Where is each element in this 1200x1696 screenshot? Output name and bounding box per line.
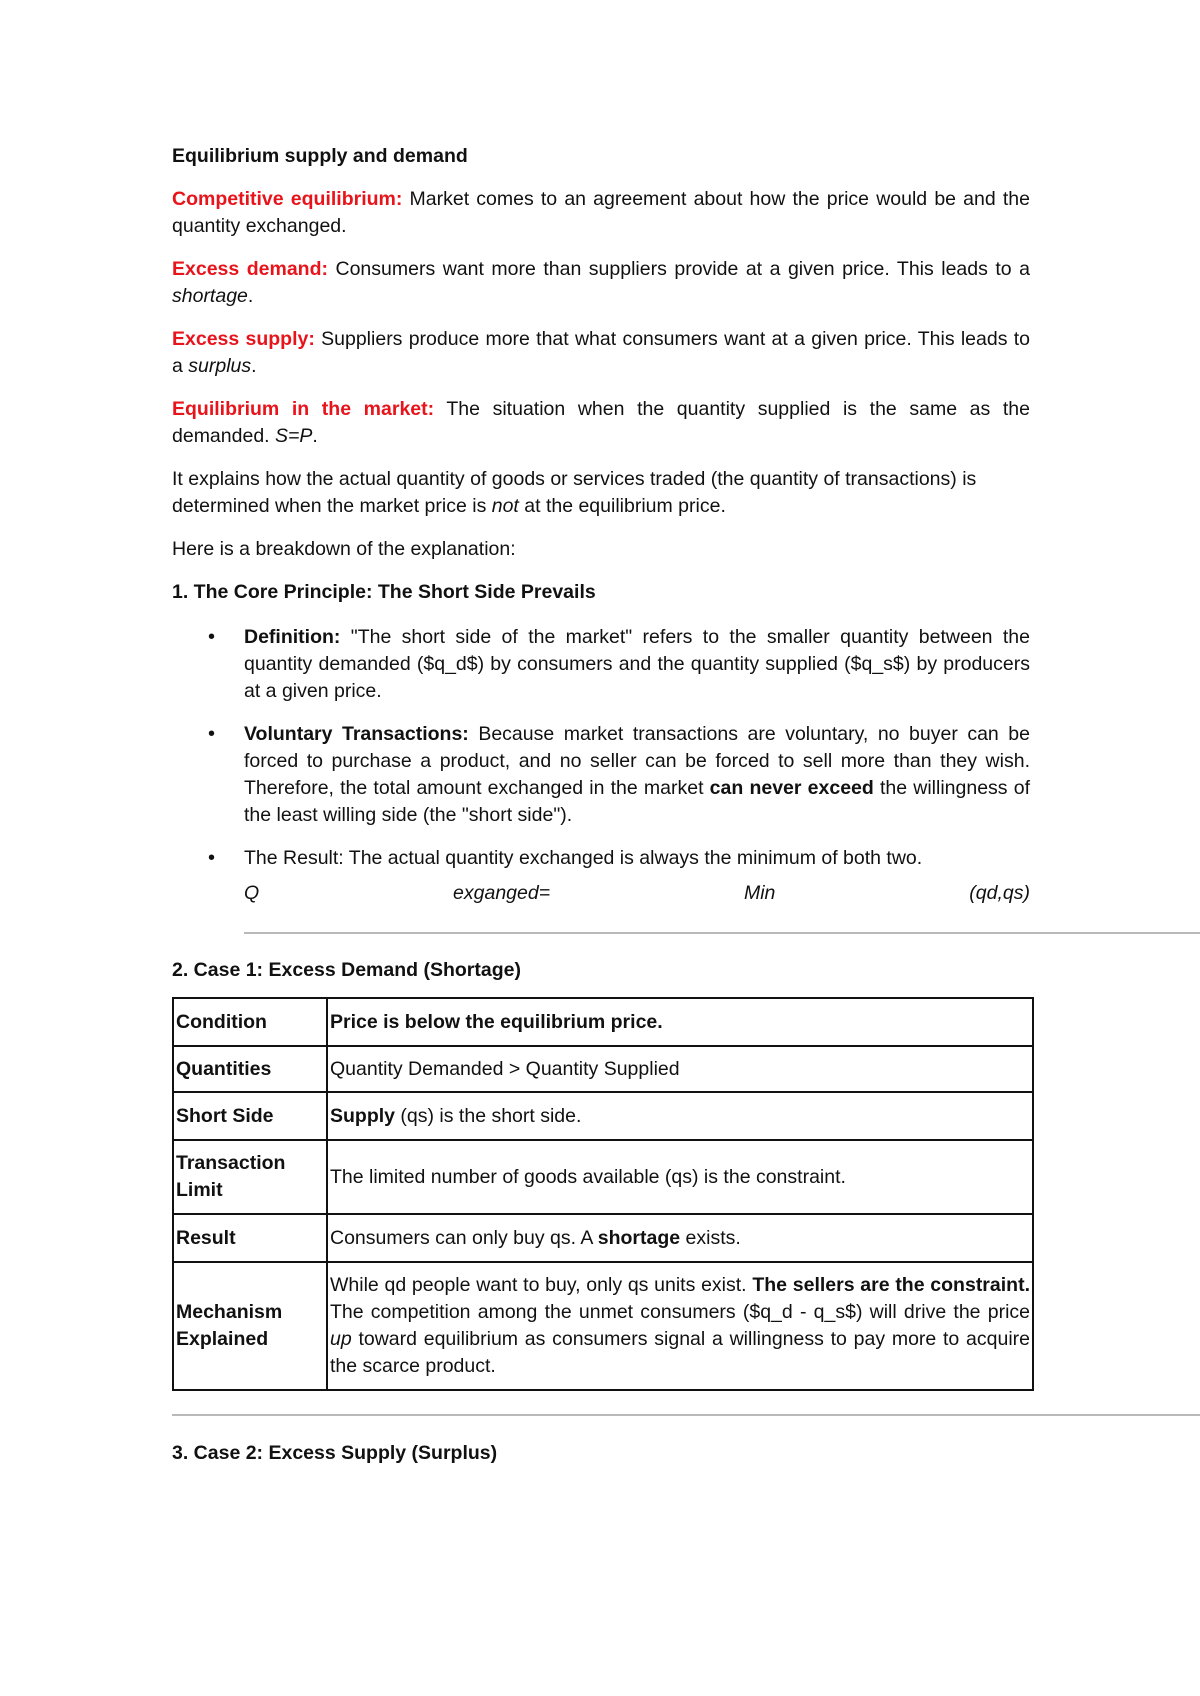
bullet-term: Definition: [244,626,341,648]
row-mid: The competition among the unmet consumers ($q_d - q_s$) will drive the price [330,1301,1030,1323]
term-label: Competitive equilibrium: [172,188,403,210]
row-label: Result [173,1214,327,1262]
row-label: Quantities [173,1046,327,1092]
row-value [327,1262,1033,1390]
bullet-term: Voluntary Transactions: [244,723,469,745]
definition-text: The situation when the quantity supplied is the same as the demanded. [172,398,1030,447]
bullet-dot-icon: • [208,723,216,745]
definition-excess-supply [172,326,1030,380]
definition-emphasis: surplus [188,355,252,377]
row-strong: Supply [330,1104,396,1127]
bullet-dot-icon: • [208,626,216,648]
definition-emphasis: shortage [172,285,248,307]
row-value: The limited number of goods available (qs) is the constraint. [327,1140,1033,1214]
breakdown-intro: Here is a breakdown of the explanation: [172,538,516,560]
row-value: Quantity Demanded > Quantity Supplied [327,1046,1033,1092]
table-row [173,1092,1033,1140]
section-heading-case-1: 2. Case 1: Excess Demand (Shortage) [172,959,521,981]
row-text: (qs) is the short side. [395,1104,582,1127]
list-item [172,624,1030,705]
definition-emphasis: S=P [275,425,313,447]
explanation-emphasis: not [491,495,519,517]
row-strong: shortage [597,1226,681,1249]
explanation-tail: at the equilibrium price. [518,495,726,517]
row-value [327,1092,1033,1140]
section-heading-core-principle: 1. The Core Principle: The Short Side Prevails [172,581,596,603]
row-text: Consumers can only buy qs. A [330,1226,598,1249]
definition-excess-demand [172,256,1030,310]
horizontal-divider [172,1414,1200,1416]
section-heading-case-2: 3. Case 2: Excess Supply (Surplus) [172,1442,498,1464]
definition-tail: . [251,355,257,377]
row-emphasis: up [330,1328,352,1350]
list-item [172,721,1030,829]
table-row [173,1140,1033,1214]
definition-text: Suppliers produce more that what consumers want at a given price. This leads to a [172,328,1031,377]
explanation-paragraph [172,466,1030,520]
list-item [172,845,1030,872]
formula-exchanged: exganged= [453,882,551,904]
row-strong: The sellers are the constraint. [752,1274,1030,1296]
row-value [327,1214,1033,1262]
bullet-term: The Result: [244,847,344,869]
row-label: Transaction Limit [173,1140,327,1214]
term-label: Excess demand: [172,258,328,280]
formula-line [172,880,1030,907]
definition-text: Market comes to an agreement about how the price would be and the quantity exchanged. [172,188,1030,237]
definition-tail: . [247,285,254,307]
definition-text: Consumers want more than suppliers provide at a given price. This leads to a [328,258,1030,280]
excess-demand-table [172,997,1034,1391]
table-row [173,998,1033,1046]
row-tail: exists. [680,1226,741,1249]
term-label: Equilibrium in the market: [172,398,435,420]
row-label: Short Side [173,1092,327,1140]
page-title: Equilibrium supply and demand [172,145,468,167]
table-row [173,1046,1033,1092]
row-label: Condition [173,998,327,1046]
formula-q: Q [244,882,260,904]
document-body [172,143,1030,907]
table-row [173,1262,1033,1390]
term-label: Excess supply: [172,328,315,350]
explanation-text: It explains how the actual quantity of goods or services traded (the quantity of transactions) is determined when the market price is [172,468,977,517]
row-text: While qd people want to buy, only qs units exist. [330,1274,753,1296]
bullet-strong: can never exceed [709,777,874,799]
row-label: Mechanism Explained [173,1262,327,1390]
table-row [173,1214,1033,1262]
definition-competitive-equilibrium [172,186,1030,240]
bullet-text: Because market transactions are voluntary, no buyer can be forced to purchase a product, and no seller can be forced to sell more than they wish. Therefore, the total amount exchanged in the market [244,723,1030,799]
bullet-tail: the willingness of the least willing side (the "short side"). [244,777,1030,826]
bullet-text: The actual quantity exchanged is always the minimum of both two. [343,847,923,869]
formula-args: (qd,qs) [969,882,1030,904]
definition-tail: . [312,425,318,447]
definition-equilibrium-market [172,396,1030,450]
bullet-list [172,624,1030,872]
formula-min: Min [743,882,776,904]
row-value: Price is below the equilibrium price. [327,998,1033,1046]
bullet-text: "The short side of the market" refers to the smaller quantity between the quantity demanded ($q_d$) by consumers and the quantity supplied ($q_s$) by producers at a given price. [244,626,1030,702]
row-tail: toward equilibrium as consumers signal a willingness to pay more to acquire the scarce product. [330,1328,1030,1377]
bullet-dot-icon: • [208,847,216,869]
horizontal-divider [244,932,1200,934]
